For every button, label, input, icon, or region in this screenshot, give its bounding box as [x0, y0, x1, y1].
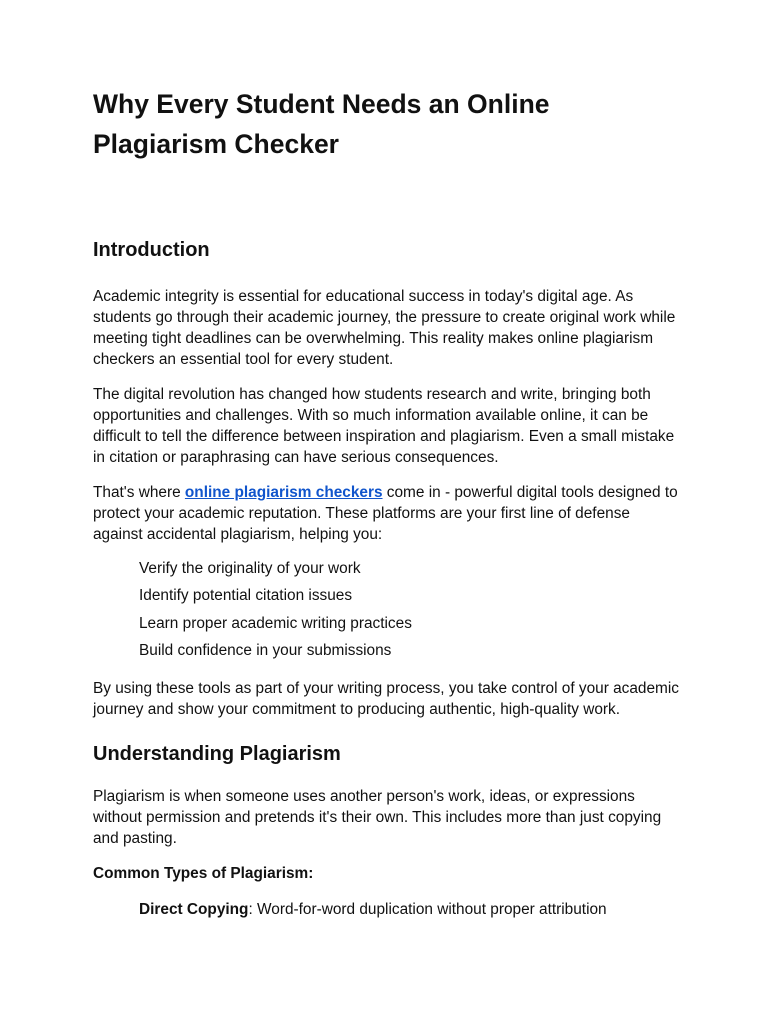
section-heading-understanding: Understanding Plagiarism [93, 742, 341, 765]
page-title: Why Every Student Needs an Online Plagiarism Checker [93, 89, 550, 159]
subheading-common-types: Common Types of Plagiarism: [93, 864, 314, 882]
plagiarism-type-term: Direct Copying [139, 900, 249, 918]
list-item: Build confidence in your submissions [139, 641, 392, 659]
list-item: Verify the originality of your work [139, 560, 361, 577]
online-plagiarism-checkers-link[interactable]: online plagiarism checkers [184, 484, 383, 501]
intro-paragraph-4: By using these tools as part of your writing process, you take control of your academic journey and show your commitment to producing authentic, high-quality work. [93, 679, 679, 718]
intro-paragraph-3 [93, 482, 683, 545]
understanding-paragraph-1: Plagiarism is when someone uses another person's work, ideas, or expressions without permission and pretends it's their own. This includes more than just copying and pasting. [93, 787, 662, 847]
intro-paragraph-1: Academic integrity is essential for educational success in today's digital age. As students go through their academic journey, the pressure to create original work while meeting tight deadlines can be overwhelming. This reality makes online plagiarism checkers an essential tool for every student. [93, 288, 676, 368]
list-item: Identify potential citation issues [139, 587, 353, 605]
section-heading-introduction: Introduction [93, 239, 210, 261]
intro-paragraph-3-before: That's where [93, 484, 185, 501]
intro-paragraph-2: The digital revolution has changed how students research and write, bringing both opportunities and challenges. With so much information available online, it can be difficult to tell the difference between inspiration and plagiarism. Even a small mistake in citation or paraphrasing can have serious consequences. [93, 386, 675, 466]
plagiarism-type-item [93, 899, 683, 920]
plagiarism-type-desc: : Word-for-word duplication without proper attribution [248, 900, 607, 918]
document-page [93, 84, 683, 920]
list-item: Learn proper academic writing practices [139, 614, 412, 632]
benefits-list [93, 558, 683, 661]
intro-paragraph-3-after: come in - powerful digital tools designed to protect your academic reputation. These platforms are your first line of defense against accidental plagiarism, helping you: [93, 484, 678, 543]
